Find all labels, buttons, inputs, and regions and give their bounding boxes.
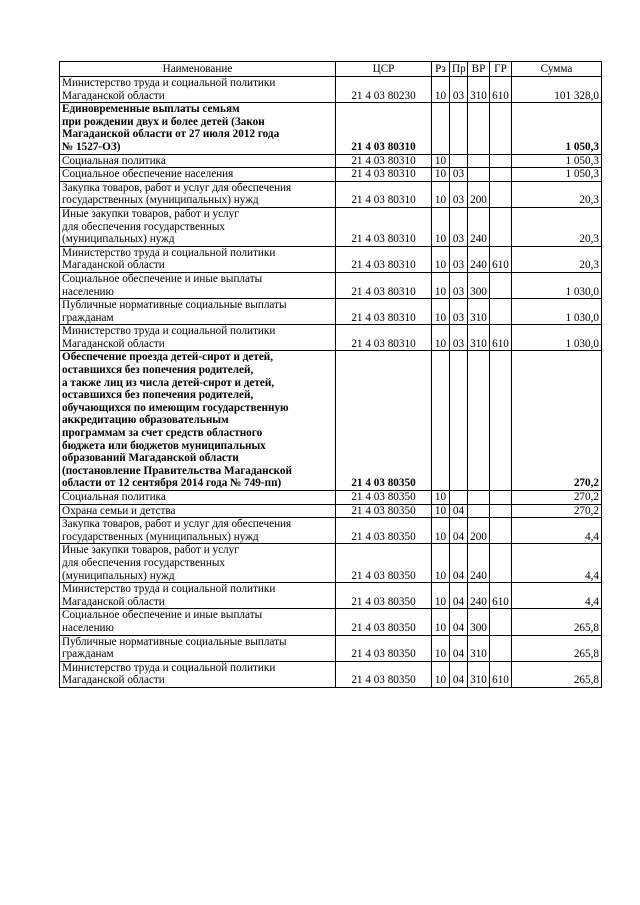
cell-csr: 21 4 03 80310 (336, 181, 432, 207)
cell-rz: 10 (432, 661, 450, 687)
cell-sum: 4,4 (512, 518, 602, 544)
header-sum: Сумма (512, 62, 602, 77)
cell-rz: 10 (432, 518, 450, 544)
cell-rz: 10 (432, 154, 450, 168)
cell-pr: 04 (450, 518, 468, 544)
cell-rz: 10 (432, 181, 450, 207)
cell-rz: 10 (432, 491, 450, 505)
cell-gr (490, 635, 512, 661)
cell-vr: 310 (468, 325, 490, 351)
cell-name: Публичные нормативные социальные выплаты гражданам (60, 635, 336, 661)
cell-pr: 03 (450, 246, 468, 272)
cell-vr: 310 (468, 635, 490, 661)
cell-rz: 10 (432, 77, 450, 103)
table-row (60, 181, 602, 207)
cell-pr: 03 (450, 207, 468, 246)
table-row (60, 272, 602, 298)
header-name: Наименование (60, 62, 336, 77)
cell-csr: 21 4 03 80350 (336, 661, 432, 687)
cell-sum: 101 328,0 (512, 77, 602, 103)
table-row (60, 246, 602, 272)
table-row (60, 635, 602, 661)
cell-rz (432, 103, 450, 154)
cell-vr: 300 (468, 272, 490, 298)
cell-sum: 1 050,3 (512, 168, 602, 182)
cell-csr: 21 4 03 80310 (336, 246, 432, 272)
cell-pr: 03 (450, 325, 468, 351)
cell-name: Обеспечение проезда детей-сирот и детей, оставшихся без попечения родителей, а также лиц из числа детей-сирот и детей, оставшихся без попечения родителей, обучающихся по имеющим государственную аккредитацию образовательным программам за счет средств областного бюджета или бюджетов муниципальных образований Магаданской области (постановление Правительства Магаданской области от 12 сентября 2014 года № 749-пп) (60, 351, 336, 491)
cell-name: Министерство труда и социальной политики Магаданской области (60, 246, 336, 272)
cell-csr: 21 4 03 80310 (336, 154, 432, 168)
cell-vr: 240 (468, 207, 490, 246)
cell-name: Министерство труда и социальной политики Магаданской области (60, 583, 336, 609)
table-row (60, 661, 602, 687)
budget-table (59, 61, 602, 688)
cell-pr: 04 (450, 544, 468, 583)
table-header (60, 62, 602, 77)
cell-rz: 10 (432, 635, 450, 661)
cell-name: Социальное обеспечение и иные выплаты населению (60, 272, 336, 298)
cell-vr (468, 504, 490, 518)
cell-name: Публичные нормативные социальные выплаты гражданам (60, 299, 336, 325)
header-vr: ВР (468, 62, 490, 77)
cell-sum: 1 050,3 (512, 154, 602, 168)
cell-pr (450, 154, 468, 168)
cell-csr: 21 4 03 80310 (336, 325, 432, 351)
cell-gr (490, 299, 512, 325)
table-row (60, 154, 602, 168)
cell-rz: 10 (432, 246, 450, 272)
cell-csr: 21 4 03 80350 (336, 491, 432, 505)
header-csr: ЦСР (336, 62, 432, 77)
cell-csr: 21 4 03 80350 (336, 583, 432, 609)
cell-vr (468, 154, 490, 168)
cell-vr (468, 103, 490, 154)
table-row (60, 351, 602, 491)
cell-gr (490, 609, 512, 635)
cell-vr (468, 351, 490, 491)
table-row (60, 103, 602, 154)
cell-pr: 04 (450, 504, 468, 518)
cell-rz: 10 (432, 168, 450, 182)
cell-csr: 21 4 03 80310 (336, 299, 432, 325)
cell-pr: 03 (450, 181, 468, 207)
cell-name: Социальное обеспечение населения (60, 168, 336, 182)
cell-gr: 610 (490, 583, 512, 609)
cell-rz: 10 (432, 207, 450, 246)
cell-gr (490, 504, 512, 518)
cell-pr: 03 (450, 299, 468, 325)
cell-vr: 200 (468, 181, 490, 207)
cell-gr: 610 (490, 325, 512, 351)
cell-name: Социальная политика (60, 154, 336, 168)
cell-sum: 4,4 (512, 544, 602, 583)
cell-rz: 10 (432, 299, 450, 325)
table-row (60, 609, 602, 635)
cell-vr: 240 (468, 583, 490, 609)
cell-gr (490, 491, 512, 505)
cell-sum: 1 030,0 (512, 272, 602, 298)
cell-vr: 310 (468, 661, 490, 687)
table-row (60, 518, 602, 544)
table-row (60, 299, 602, 325)
table-row (60, 583, 602, 609)
cell-csr: 21 4 03 80350 (336, 504, 432, 518)
cell-sum: 20,3 (512, 246, 602, 272)
cell-pr (450, 491, 468, 505)
cell-sum: 20,3 (512, 181, 602, 207)
cell-name: Министерство труда и социальной политики Магаданской области (60, 77, 336, 103)
cell-name: Иные закупки товаров, работ и услуг для обеспечения государственных (муниципальных) нужд (60, 544, 336, 583)
cell-sum: 1 030,0 (512, 325, 602, 351)
cell-csr: 21 4 03 80350 (336, 518, 432, 544)
header-pr: Пр (450, 62, 468, 77)
cell-sum: 270,2 (512, 504, 602, 518)
cell-vr: 240 (468, 544, 490, 583)
header-rz: Рз (432, 62, 450, 77)
cell-csr: 21 4 03 80310 (336, 103, 432, 154)
cell-gr (490, 351, 512, 491)
cell-gr: 610 (490, 661, 512, 687)
cell-gr (490, 544, 512, 583)
cell-sum: 20,3 (512, 207, 602, 246)
cell-name: Иные закупки товаров, работ и услуг для обеспечения государственных (муниципальных) нужд (60, 207, 336, 246)
header-gr: ГР (490, 62, 512, 77)
cell-sum: 1 050,3 (512, 103, 602, 154)
cell-rz: 10 (432, 272, 450, 298)
cell-sum: 4,4 (512, 583, 602, 609)
cell-gr: 610 (490, 77, 512, 103)
cell-csr: 21 4 03 80310 (336, 207, 432, 246)
cell-rz: 10 (432, 544, 450, 583)
cell-csr: 21 4 03 80350 (336, 544, 432, 583)
cell-gr: 610 (490, 246, 512, 272)
cell-pr: 04 (450, 635, 468, 661)
cell-sum: 265,8 (512, 661, 602, 687)
cell-rz: 10 (432, 325, 450, 351)
cell-rz: 10 (432, 504, 450, 518)
cell-vr (468, 491, 490, 505)
cell-pr: 04 (450, 609, 468, 635)
cell-gr (490, 154, 512, 168)
cell-vr: 300 (468, 609, 490, 635)
header-row (60, 62, 602, 77)
cell-csr: 21 4 03 80350 (336, 609, 432, 635)
cell-name: Закупка товаров, работ и услуг для обеспечения государственных (муниципальных) нужд (60, 181, 336, 207)
cell-sum: 270,2 (512, 491, 602, 505)
table-row (60, 504, 602, 518)
cell-gr (490, 181, 512, 207)
cell-vr: 310 (468, 299, 490, 325)
table-row (60, 325, 602, 351)
cell-sum: 1 030,0 (512, 299, 602, 325)
cell-name: Социальное обеспечение и иные выплаты населению (60, 609, 336, 635)
table-row (60, 491, 602, 505)
table-row (60, 77, 602, 103)
cell-name: Министерство труда и социальной политики Магаданской области (60, 325, 336, 351)
cell-vr: 240 (468, 246, 490, 272)
cell-vr: 310 (468, 77, 490, 103)
cell-sum: 265,8 (512, 609, 602, 635)
cell-gr (490, 207, 512, 246)
table-row (60, 207, 602, 246)
cell-rz (432, 351, 450, 491)
cell-pr: 03 (450, 77, 468, 103)
cell-name: Единовременные выплаты семьям при рождении двух и более детей (Закон Магаданской области от 27 июля 2012 года № 1527-ОЗ) (60, 103, 336, 154)
cell-gr (490, 518, 512, 544)
cell-sum: 265,8 (512, 635, 602, 661)
cell-pr (450, 103, 468, 154)
cell-gr (490, 272, 512, 298)
table-row (60, 544, 602, 583)
cell-name: Социальная политика (60, 491, 336, 505)
cell-csr: 21 4 03 80350 (336, 635, 432, 661)
cell-pr: 04 (450, 583, 468, 609)
cell-rz: 10 (432, 609, 450, 635)
cell-name: Закупка товаров, работ и услуг для обеспечения государственных (муниципальных) нужд (60, 518, 336, 544)
cell-pr: 04 (450, 661, 468, 687)
cell-rz: 10 (432, 583, 450, 609)
cell-csr: 21 4 03 80310 (336, 272, 432, 298)
cell-csr: 21 4 03 80310 (336, 168, 432, 182)
cell-csr: 21 4 03 80230 (336, 77, 432, 103)
cell-pr: 03 (450, 272, 468, 298)
cell-csr: 21 4 03 80350 (336, 351, 432, 491)
cell-vr: 200 (468, 518, 490, 544)
cell-pr: 03 (450, 168, 468, 182)
cell-gr (490, 168, 512, 182)
cell-name: Охрана семьи и детства (60, 504, 336, 518)
cell-gr (490, 103, 512, 154)
table-row (60, 168, 602, 182)
cell-pr (450, 351, 468, 491)
cell-sum: 270,2 (512, 351, 602, 491)
table-body (60, 77, 602, 688)
cell-vr (468, 168, 490, 182)
cell-name: Министерство труда и социальной политики Магаданской области (60, 661, 336, 687)
